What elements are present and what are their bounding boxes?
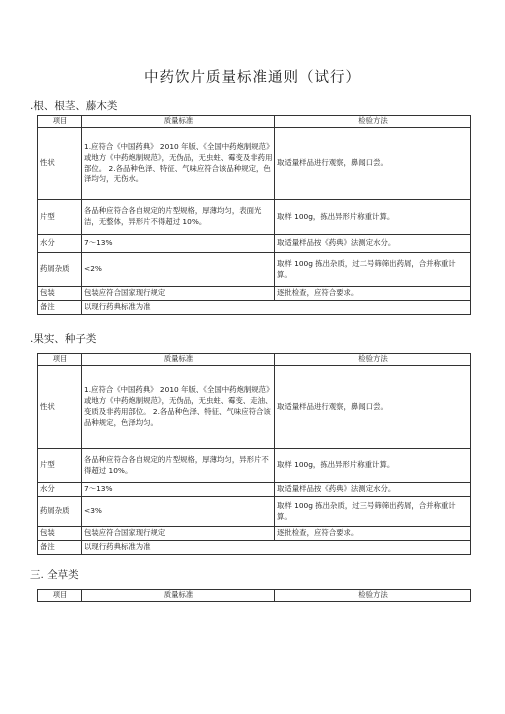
- item-cell: 备注: [38, 541, 82, 555]
- method-cell: 取样 100g 拣出杂质，过三号筛筛出药屑，合并称重计算。: [275, 497, 471, 527]
- table-row: [38, 527, 471, 541]
- column-header: 质量标准: [82, 354, 275, 366]
- item-cell: 水分: [38, 483, 82, 497]
- column-header: 检验方法: [275, 590, 471, 602]
- standard-table-herbs: [37, 589, 471, 602]
- table-row: [38, 497, 471, 527]
- item-cell: 水分: [38, 235, 82, 253]
- item-cell: 药屑杂质: [38, 253, 82, 287]
- standard-cell: 1.应符合《中国药典》 2010 年版、《全国中药炮制规范》或地方《中药炮制规范》，无伪品，无虫蛀、霉变、走油、变质及非药用部位。 2.各品种色泽、特征、气味应符合该品种规定，色泽均匀。: [82, 366, 275, 449]
- item-cell: 性状: [38, 366, 82, 449]
- table-row: [38, 128, 471, 200]
- table-row: [38, 366, 471, 449]
- standard-table-roots: [37, 115, 471, 315]
- item-cell: 片型: [38, 200, 82, 235]
- table-row: [38, 541, 471, 555]
- column-header: 质量标准: [82, 590, 275, 602]
- method-cell: 取样 100g，拣出异形片称重计算。: [275, 200, 471, 235]
- standard-cell: 7～13%: [82, 483, 275, 497]
- section-heading-fruits: .果实、种子类: [30, 333, 97, 345]
- method-cell: 逐批检查，应符合要求。: [275, 527, 471, 541]
- table-row: [38, 287, 471, 301]
- note-cell: 以现行药典标准为准: [82, 301, 471, 315]
- table-row: [38, 235, 471, 253]
- table-header-row: [38, 590, 471, 602]
- method-cell: 逐批检查，应符合要求。: [275, 287, 471, 301]
- standard-cell: 各品种应符合各自规定的片型规格，厚薄均匀，异形片不得超过 10%。: [82, 449, 275, 483]
- column-header: 项目: [38, 354, 82, 366]
- item-cell: 性状: [38, 128, 82, 200]
- column-header: 项目: [38, 116, 82, 128]
- page-title: 中药饮片质量标准通则（试行）: [144, 70, 361, 86]
- method-cell: 取样 100g 拣出杂质，过二号筛筛出药屑，合并称重计算。: [275, 253, 471, 287]
- item-cell: 包装: [38, 527, 82, 541]
- section-heading-herbs: 三. 全草类: [30, 569, 79, 581]
- column-header: 检验方法: [275, 116, 471, 128]
- standard-cell: 各品种应符合各自规定的片型规格，厚薄均匀，表面光洁，无整体，异形片不得超过 10%。: [82, 200, 275, 235]
- table-row: [38, 253, 471, 287]
- method-cell: 取适量样品按《药典》法测定水分。: [275, 483, 471, 497]
- table-row: [38, 483, 471, 497]
- standard-cell: 包装应符合国家现行规定: [82, 287, 275, 301]
- column-header: 质量标准: [82, 116, 275, 128]
- standard-cell: 7～13%: [82, 235, 275, 253]
- column-header: 检验方法: [275, 354, 471, 366]
- standard-cell: 包装应符合国家现行规定: [82, 527, 275, 541]
- item-cell: 药屑杂质: [38, 497, 82, 527]
- table-row: [38, 301, 471, 315]
- table-header-row: [38, 116, 471, 128]
- item-cell: 备注: [38, 301, 82, 315]
- table-row: [38, 200, 471, 235]
- method-cell: 取样 100g，拣出异形片称重计算。: [275, 449, 471, 483]
- table-header-row: [38, 354, 471, 366]
- method-cell: 取适量样品按《药典》法测定水分。: [275, 235, 471, 253]
- note-cell: 以现行药典标准为准: [82, 541, 471, 555]
- standard-cell: <2%: [82, 253, 275, 287]
- standard-cell: <3%: [82, 497, 275, 527]
- item-cell: 片型: [38, 449, 82, 483]
- method-cell: 取适量样品进行观察，鼻闻口尝。: [275, 128, 471, 200]
- section-heading-roots: .根、根茎、藤木类: [30, 100, 118, 112]
- standard-cell: 1.应符合《中国药典》 2010 年版、《全国中药炮制规范》或地方《中药炮制规范》，无伪品，无虫蛀、霉变及非药用部位。 2.各品种色泽、特征、气味应符合该品种规定，色泽均匀，无伤水。: [82, 128, 275, 200]
- table-row: [38, 449, 471, 483]
- method-cell: 取适量样品进行观察，鼻闻口尝。: [275, 366, 471, 449]
- column-header: 项目: [38, 590, 82, 602]
- item-cell: 包装: [38, 287, 82, 301]
- standard-table-fruits: [37, 353, 471, 555]
